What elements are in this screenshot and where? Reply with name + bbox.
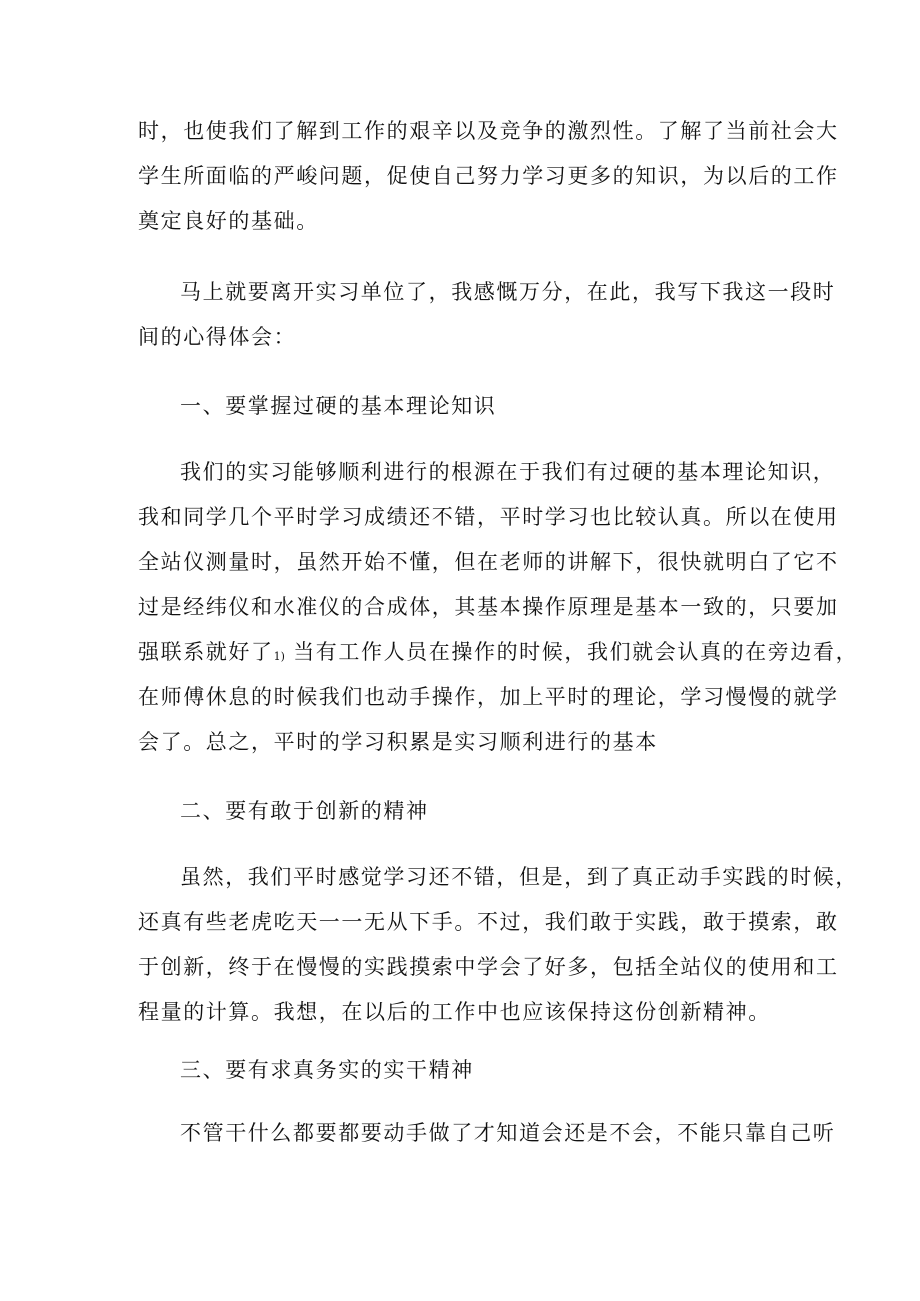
paragraph-line: 不管干什么都要都要动手做了才知道会还是不会，不能只靠自己听 — [180, 1121, 836, 1145]
section-heading: 二、要有敢于创新的精神 — [180, 799, 429, 823]
paragraph-line: 间的心得体会： — [138, 325, 297, 349]
paragraph-text: 强联系就好了 — [138, 640, 274, 664]
section-heading: 一、要掌握过硬的基本理论知识 — [180, 394, 497, 418]
paragraph-line: 在师傅休息的时候我们也动手操作，加上平时的理论，学习慢慢的就学 — [138, 685, 839, 709]
paragraph-line: 奠定良好的基础。 — [138, 209, 319, 233]
paragraph-line: 程量的计算。我想，在以后的工作中也应该保持这份创新精神。 — [138, 1000, 771, 1024]
paragraph-line: 于创新，终于在慢慢的实践摸索中学会了好多，包括全站仪的使用和工 — [138, 955, 839, 979]
paragraph-line: 过是经纬仪和水准仪的合成体，其基本操作原理是基本一致的，只要加 — [138, 595, 839, 619]
paragraph-line: 我们的实习能够顺利进行的根源在于我们有过硬的基本理论知识， — [180, 460, 836, 484]
footnote-marker: 1) — [273, 650, 285, 663]
paragraph-line: 全站仪测量时，虽然开始不懂，但在老师的讲解下，很快就明白了它不 — [138, 550, 839, 574]
paragraph-line: 我和同学几个平时学习成绩还不错，平时学习也比较认真。所以在使用 — [138, 505, 839, 529]
paragraph-text: 当有工作人员在操作的时候，我们就会认真的在旁边看， — [293, 640, 859, 664]
section-heading: 三、要有求真务实的实干精神 — [180, 1058, 474, 1082]
paragraph-line: 还真有些老虎吃天一一无从下手。不过，我们敢于实践，敢于摸索，敢 — [138, 910, 839, 934]
paragraph-line: 时，也使我们了解到工作的艰辛以及竞争的激烈性。了解了当前社会大 — [138, 119, 839, 143]
paragraph-line: 学生所面临的严峻问题，促使自己努力学习更多的知识，为以后的工作 — [138, 164, 839, 188]
paragraph-line: 马上就要离开实习单位了，我感慨万分，在此，我写下我这一段时 — [180, 280, 836, 304]
paragraph-line: 虽然，我们平时感觉学习还不错，但是，到了真正动手实践的时候， — [180, 865, 858, 889]
paragraph-line-with-footnote — [138, 638, 859, 666]
paragraph-line: 会了。总之，平时的学习积累是实习顺利进行的基本 — [138, 730, 658, 754]
